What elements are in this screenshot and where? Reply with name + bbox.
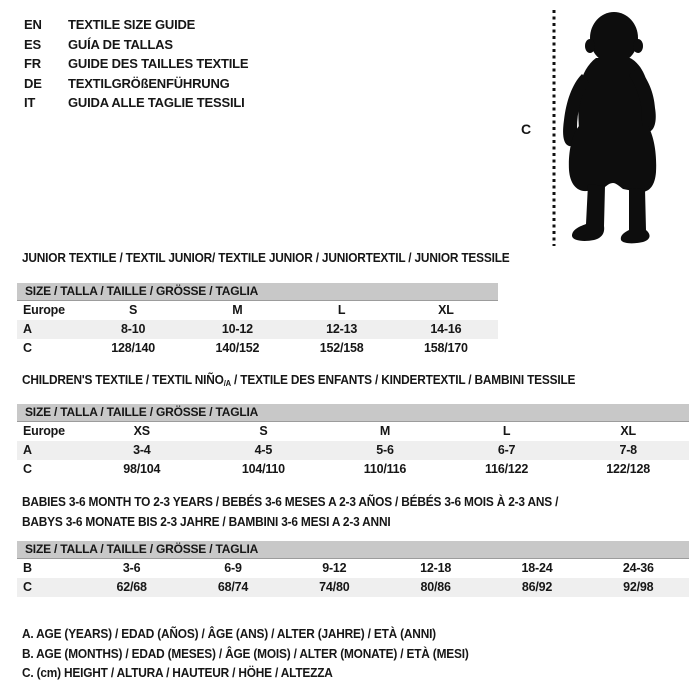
age-cell: 5-6 — [376, 443, 394, 457]
guide-title-de: TEXTILGRÖßENFÜHRUNG — [68, 75, 230, 91]
age-cell: 3-6 — [122, 561, 141, 575]
size-cell: L — [337, 303, 346, 317]
age-cell: 7-8 — [619, 443, 637, 457]
toddler-silhouette-icon — [548, 8, 698, 246]
footnote-age-years: A. AGE (YEARS) / EDAD (AÑOS) / ÂGE (ANS) / ALTER (JAHRE) / ETÀ (ANNI) — [22, 627, 436, 641]
guide-title-it: GUIDA ALLE TAGLIE TESSILI — [68, 95, 245, 110]
age-cell: 6-7 — [497, 443, 516, 457]
language-row-fr — [24, 54, 248, 74]
toddler-silhouette-shape — [563, 12, 656, 243]
height-cell: 122/128 — [606, 462, 651, 476]
age-cell: 6-9 — [224, 561, 242, 575]
height-cell: 80/86 — [420, 580, 451, 594]
table-row-height-cm — [17, 578, 689, 597]
height-cell: 74/80 — [319, 580, 350, 594]
language-title-list — [24, 15, 248, 113]
section-title-part: / TEXTILE DES ENFANTS / KINDERTEXTIL / BAMBINI TESSILE — [230, 373, 576, 387]
language-code: IT — [24, 95, 36, 110]
size-cell: L — [502, 424, 511, 438]
size-cell: M — [232, 303, 243, 317]
row-label: Europe — [23, 303, 65, 317]
table-row-age-months — [17, 559, 689, 578]
size-cell: S — [259, 424, 268, 438]
table-header-size-row: SIZE / TALLA / TAILLE / GRÖSSE / TAGLIA — [17, 404, 689, 422]
table-row-age-years — [17, 320, 498, 339]
age-cell: 12-18 — [420, 561, 452, 575]
guide-title-fr: GUIDE DES TAILLES TEXTILE — [68, 56, 249, 71]
size-cell: XS — [133, 424, 150, 438]
language-row-en — [24, 15, 248, 35]
table-row-height-cm — [17, 460, 689, 479]
row-label: A — [23, 322, 32, 336]
table-header-size-row: SIZE / TALLA / TAILLE / GRÖSSE / TAGLIA — [17, 283, 498, 301]
height-cell: 98/104 — [123, 462, 161, 476]
row-label: B — [23, 561, 32, 575]
section-title-line2: BABYS 3-6 MONATE BIS 2-3 JAHRE / BAMBINI 3-6 MESI A 2-3 ANNI — [22, 515, 391, 529]
height-cell: 86/92 — [521, 580, 553, 594]
age-cell: 24-36 — [622, 561, 654, 575]
childrens-textile-table — [17, 404, 689, 479]
height-cell: 68/74 — [217, 580, 249, 594]
size-cell: XL — [620, 424, 636, 438]
section-title-subscript: /A — [223, 379, 231, 388]
language-code: ES — [24, 36, 41, 52]
age-cell: 12-13 — [326, 322, 358, 336]
age-cell: 3-4 — [133, 443, 151, 457]
age-cell: 14-16 — [430, 322, 462, 336]
section-title-junior-textile: JUNIOR TEXTILE / TEXTIL JUNIOR/ TEXTILE JUNIOR / JUNIORTEXTIL / JUNIOR TESSILE — [22, 251, 510, 265]
footnote-age-months: B. AGE (MONTHS) / EDAD (MESES) / ÂGE (MOIS) / ALTER (MONATE) / ETÀ (MESI) — [22, 646, 469, 661]
age-cell: 18-24 — [521, 561, 553, 575]
guide-title-en: TEXTILE SIZE GUIDE — [68, 17, 196, 32]
row-label: C — [23, 462, 32, 476]
age-cell: 8-10 — [121, 322, 146, 336]
language-code: FR — [24, 56, 41, 71]
height-cell: 110/116 — [363, 462, 407, 476]
age-cell: 10-12 — [221, 322, 253, 336]
table-row-height-cm — [17, 339, 498, 358]
height-cell: 92/98 — [623, 580, 654, 594]
row-label: Europe — [23, 424, 65, 438]
section-title-childrens-textile — [22, 372, 575, 392]
language-row-es — [24, 35, 248, 55]
language-code: EN — [24, 17, 42, 32]
height-cell: 152/158 — [319, 341, 364, 355]
section-title-babies — [22, 492, 558, 532]
age-cell: 4-5 — [254, 443, 273, 457]
table-row-age-years — [17, 441, 689, 460]
age-cell: 9-12 — [322, 561, 347, 575]
guide-title-es: GUÍA DE TALLAS — [68, 36, 173, 52]
size-cell: S — [129, 303, 138, 317]
table-row-europe — [17, 301, 498, 320]
table-header-size-row: SIZE / TALLA / TAILLE / GRÖSSE / TAGLIA — [17, 541, 689, 559]
height-cell: 116/122 — [485, 462, 529, 476]
size-cell: M — [379, 424, 391, 438]
height-measure-label: C — [521, 121, 532, 137]
section-title-part: CHILDREN'S TEXTILE / TEXTIL NIÑO — [22, 373, 224, 387]
language-row-it — [24, 93, 248, 113]
row-label: C — [23, 341, 32, 355]
table-row-europe — [17, 422, 689, 441]
height-cell: 62/68 — [116, 580, 147, 594]
height-cell: 128/140 — [111, 341, 156, 355]
height-cell: 104/110 — [241, 462, 285, 476]
row-label: C — [23, 580, 32, 594]
junior-textile-table — [17, 283, 498, 358]
size-cell: XL — [438, 303, 454, 317]
footnote-height-cm: C. (cm) HEIGHT / ALTURA / HAUTEUR / HÖHE / ALTEZZA — [22, 666, 333, 680]
height-cell: 158/170 — [423, 341, 468, 355]
row-label: A — [23, 443, 32, 457]
section-title-line1: BABIES 3-6 MONTH TO 2-3 YEARS / BEBÉS 3-6 MESES A 2-3 AÑOS / BÉBÉS 3-6 MOIS À 2-3 ANS / — [22, 495, 559, 509]
language-row-de — [24, 74, 248, 94]
height-cell: 140/152 — [215, 341, 260, 355]
babies-textile-table — [17, 541, 689, 597]
footnote-legend — [22, 625, 469, 684]
language-code: DE — [24, 75, 42, 91]
